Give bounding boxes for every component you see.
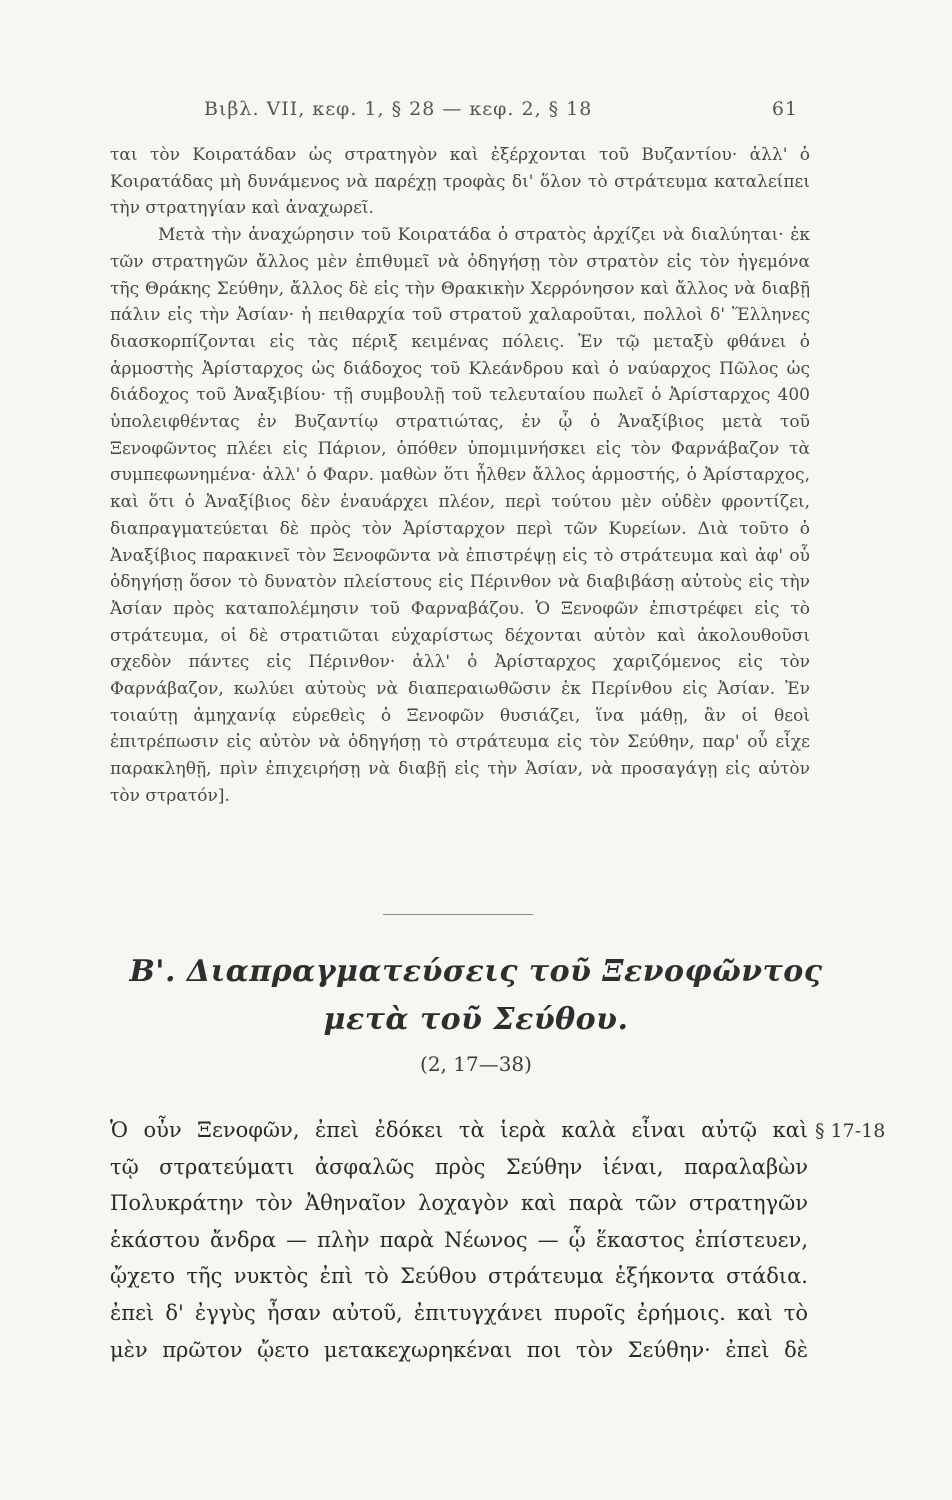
text-line: τῷ στρατεύματι ἀσφαλῶς πρὸς Σεύθην ἰέναι, παραλαβὼν: [110, 1154, 808, 1179]
text-line: Πολυκράτην τὸν Ἀθηναῖον λοχαγὸν καὶ παρὰ τῶν στρατηγῶν: [110, 1191, 808, 1216]
running-header: [204, 98, 798, 120]
summary-paragraph: Μετὰ τὴν ἀναχώρησιν τοῦ Κοιρατάδα ὁ στρατὸς ἀρχίζει νὰ διαλύηται· ἐκ τῶν στρατηγῶν ἄλλος μὲν ἐπιθυμεῖ νὰ ὁδηγήσῃ τὸν στρατὸν εἰς τὸν ἡγεμόνα τῆς Θράκης Σεύθην, ἄλλος δὲ εἰς τὴν Θρακικὴν Χερρόνησον καὶ ἄλλος νὰ διαβῇ πάλιν εἰς τὴν Ἀσίαν· ἡ πειθαρχία τοῦ στρατοῦ χαλαροῦται, πολλοὶ δ' Ἕλληνες διασκορπίζονται εἰς τὰς πέριξ κειμένας πόλεις. Ἐν τῷ μεταξὺ φθάνει ὁ ἁρμοστὴς Ἀρίσταρχος ὡς διάδοχος τοῦ Κλεάνδρου καὶ ὁ ναύαρχος Πῶλος ὡς διάδοχος τοῦ Ἀναξιβίου· τῇ συμβουλῇ τοῦ τελευταίου πωλεῖ ὁ Ἀρίσταρχος 400 ὑπολειφθέντας ἐν Βυζαντίῳ στρατιώτας, ἐν ᾧ ὁ Ἀναξίβιος μετὰ τοῦ Ξενοφῶντος πλέει εἰς Πάριον, ὁπόθεν ὑπομιμνήσκει εἰς τὸν Φαρνάβαζον τὰ συμπεφωνημένα· ἀλλ' ὁ Φαρν. μαθὼν ὅτι ἦλθεν ἄλλος ἁρμοστής, ὁ Ἀρίσταρχος, καὶ ὅτι ὁ Ἀναξίβιος δὲν ἐναυάρχει πλέον, περὶ τούτου μὲν οὐδὲν φροντίζει, διαπραγματεύεται δὲ πρὸς τὸν Ἀρίσταρχον περὶ τῶν Κυρείων. Διὰ τοῦτο ὁ Ἀναξίβιος παρακινεῖ τὸν Ξενοφῶντα νὰ ἐπιστρέψῃ εἰς τὸ στράτευμα καὶ ἀφ' οὗ ὁδηγήσῃ ὅσον τὸ δυνατὸν πλείστους εἰς Πέρινθον νὰ διαβιβάσῃ αὐτοὺς εἰς τὴν Ἀσίαν πρὸς καταπολέμησιν τοῦ Φαρναβάζου. Ὁ Ξενοφῶν ἐπιστρέφει εἰς τὸ στράτευμα, οἱ δὲ στρατιῶται εὐχαρίστως δέχονται αὐτὸν καὶ ἀκολουθοῦσι σχεδὸν πάντες εἰς Πέρινθον· ἀλλ' ὁ Ἀρίσταρχος χαριζόμενος εἰς τὸν Φαρνάβαζον, κωλύει αὐτοὺς νὰ διαπεραιωθῶσιν ἐκ Περίνθου εἰς Ἀσίαν. Ἐν τοιαύτῃ ἀμηχανίᾳ εὑρεθεὶς ὁ Ξενοφῶν θυσιάζει, ἵνα μάθῃ, ἂν οἱ θεοὶ ἐπιτρέπωσιν εἰς αὐτὸν νὰ ὁδηγήσῃ τὸ στράτευμα εἰς τὸν Σεύθην, παρ' οὗ εἶχε παρακληθῇ, πρὶν ἐπιχειρήσῃ νὰ διαβῇ εἰς τὴν Ἀσίαν, νὰ προσαγάγῃ εἰς αὐτὸν τὸν στρατόν].: [110, 225, 810, 806]
summary-paragraph: ται τὸν Κοιρατάδαν ὡς στρατηγὸν καὶ ἐξέρχονται τοῦ Βυζαντίου· ἀλλ' ὁ Κοιρατάδας μὴ δυνάμενος νὰ παρέχῃ τροφὰς δι' ὅλον τὸ στράτευμα καταλείπει τὴν στρατηγίαν καὶ ἀναχωρεῖ.: [110, 145, 810, 219]
margin-reference: § 17-18: [815, 1120, 886, 1142]
text-line: Ὁ οὖν Ξενοφῶν, ἐπεὶ ἐδόκει τὰ ἱερὰ καλὰ εἶναι αὐτῷ καὶ: [110, 1118, 808, 1142]
text-line: ἐπεὶ δ' ἐγγὺς ἦσαν αὐτοῦ, ἐπιτυγχάνει πυροῖς ἐρήμοις. καὶ τὸ: [110, 1300, 808, 1325]
text-line: ᾤχετο τῆς νυκτὸς ἐπὶ τὸ Σεύθου στράτευμα ἑξήκοντα στάδια.: [110, 1264, 808, 1289]
running-title: Βιβλ. VII, κεφ. 1, § 28 — κεφ. 2, § 18: [204, 98, 593, 120]
chapter-summary: [110, 142, 810, 810]
section-range: (2, 17—38): [420, 1052, 532, 1076]
greek-text: [110, 1112, 808, 1368]
section-divider: [383, 914, 533, 915]
section-title-line: Β'. Διαπραγματεύσεις τοῦ Ξενοφῶντος: [129, 954, 823, 989]
section-title-line: μετὰ τοῦ Σεύθου.: [323, 1002, 629, 1037]
page-number: 61: [771, 98, 798, 120]
text-line: ἑκάστου ἄνδρα — πλὴν παρὰ Νέωνος — ᾧ ἕκαστος ἐπίστευεν,: [110, 1227, 808, 1252]
section-title: [100, 948, 852, 1044]
text-line: μὲν πρῶτον ᾤετο μετακεχωρηκέναι ποι τὸν Σεύθην· ἐπεὶ δὲ: [110, 1337, 808, 1362]
